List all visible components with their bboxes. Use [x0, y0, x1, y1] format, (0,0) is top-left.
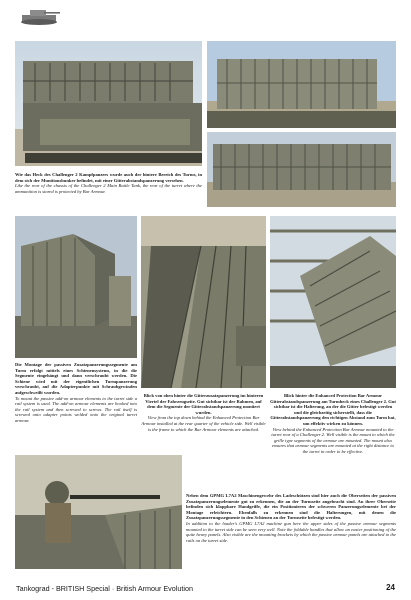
caption-de: Blick von oben hinter die Gitterzusatzpanzerung im hinteren Viertel der Fahrzeugseite. Gut sichtbar ist der Rahmen, auf dem die Segmente der Gitterabstandspanzerung montiert wurden. — [143, 393, 264, 415]
caption-rail-system — [15, 362, 137, 424]
photo-turret-bar-armour-rear — [207, 41, 396, 128]
photo-top-down-frame — [141, 216, 266, 388]
footer-title: Tankograd - BRITISH Special · British Armour Evolution — [16, 584, 193, 593]
caption-en: View from the top down behind the Enhanced Protection Bar Armour installed at the rear quarter of the vehicle side. Well visible is the frame to which the Bar Armour elements are attached. — [141, 415, 266, 432]
caption-en: In addition to the loader's GPMG L7A2 machine gun here the upper sides of the passive armour segments mounted to the turret side can be seen very well. Note the foldable handles that allow an easier positioning of the quite heavy panels. Also visible are the mounting brackets by which the passive armour panels are attached to the rails on the turret side. — [186, 520, 396, 543]
caption-en: Like the rear of the chassis of the Challenger 2 Main Battle Tank, the rear of the turret where the ammunition is stored is protected by Bar Armour. — [15, 183, 202, 194]
caption-top-down — [141, 393, 266, 432]
photo-turret-rear-mount — [270, 216, 396, 388]
caption-de: Wie das Heck des Challenger 2 Kampfpanzers wurde auch der hintere Bereich des Turms, in dem sich der Munitionsbunker befindet, mit einer Gitterabstandspanzerung versehen. — [15, 172, 202, 183]
page-footer — [0, 578, 411, 600]
photo-turret-side-armour — [15, 216, 137, 358]
page-number: 24 — [386, 583, 395, 592]
caption-turret-mount — [270, 393, 396, 455]
tankograd-logo — [16, 4, 62, 26]
photo-side-bar-armour — [207, 132, 396, 207]
photo-tank-rear-hull — [15, 41, 202, 166]
caption-de: Blick hinter die Enhanced Protection Bar Armour Gitterabstandspanzerung am Turmheck eines Challenger 2. Gut sichtbar ist die Halterung, an der die Gitter befestigt werden und die gleichzeitig sicherstellt, dass die Gitterabstandspanzerung den richtigen Abstand zum Turm hat, um effektiv wirken zu können. — [270, 393, 396, 426]
caption-en: To mount the passive add-on armour elements to the turret side a rail system is used. The add-on armour elements are hooked into the rail system and then screwed to screws. The rail itself is screwed onto adapter points welded onto the original turret armour. — [15, 395, 137, 423]
photo-gpmg-loader — [15, 455, 182, 569]
caption-en: View behind the Enhanced Protection Bar Armour mounted to the turret rear of a Challenger 2. Well visible is the mount to which the grille type segments of the armour are mounted. The mount also ensures that armour segments are mounted at the right distance to the turret in order to be effective. — [271, 426, 395, 454]
caption-turret-rear — [15, 172, 202, 194]
caption-gpmg — [186, 493, 396, 543]
caption-de: Neben dem GPMG L7A2 Maschinengewehr des Ladeschützen sind hier auch die Oberseiten der passiven Zusatzpanzerungselemente gut zu erkennen, die an der Turmseite angebracht sind. An ihrer Oberseite befinden sich klappbare Handgriffe, die ein Positionieren der schweren Panzerungselemente bei der Montage erleichtern. Ebenfalls zu erkennen sind die Halterungen, mit denen die Zusatzpanzerungssegmente in den Schienen an der Turmseite befestigt werden. — [186, 493, 396, 521]
caption-de: Die Montage der passiven Zusatzpanzerungssegmente am Turm erfolgt mittels eines Schienensystems, in die die Segmente eingehängt und dann verschraubt werden. Die Schiene wird mit der eigentlichen Turmpanzerung verschraubt, auf die Adapterpunkte mit Schraubgewinden aufgeschweißt wurden. — [15, 362, 137, 395]
